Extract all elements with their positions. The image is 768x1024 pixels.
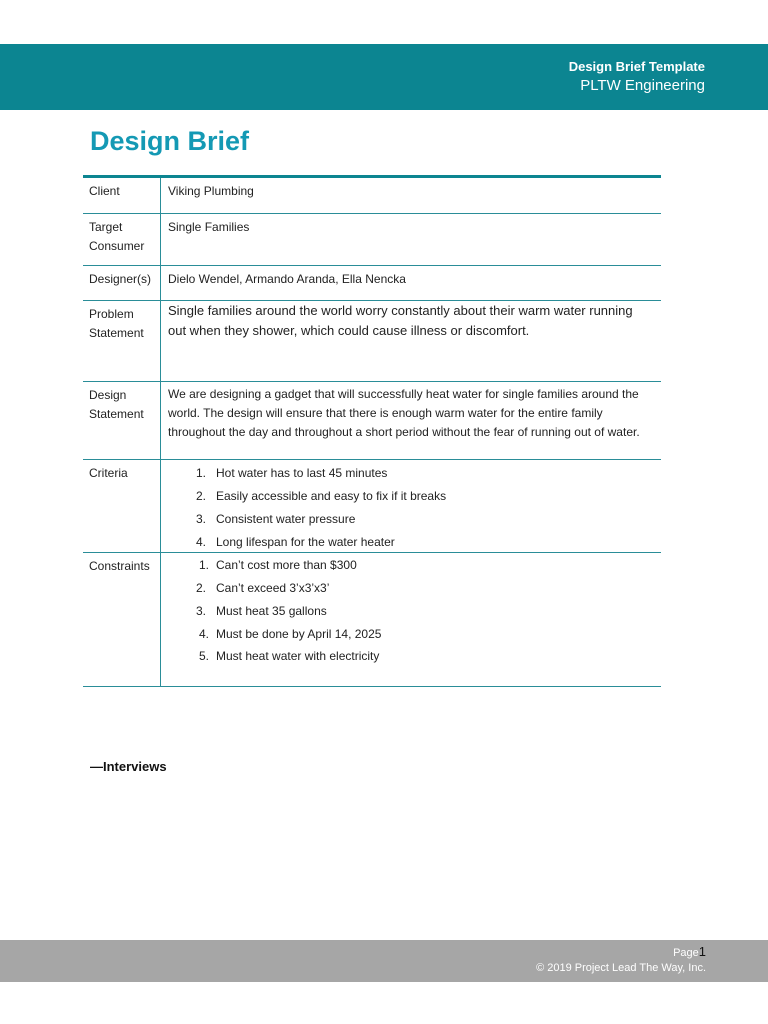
table-row-problem-statement — [83, 301, 661, 382]
list-item-text: Easily accessible and easy to fix if it breaks — [216, 489, 447, 503]
client-label: Client — [83, 178, 161, 213]
page-indicator — [673, 944, 706, 959]
list-item — [168, 554, 651, 577]
list-item-number: 4. — [198, 627, 209, 641]
table-row-client — [83, 178, 661, 214]
problem-statement-label — [83, 301, 161, 381]
list-item — [168, 577, 651, 600]
list-item — [168, 462, 651, 485]
interviews-heading: —Interviews — [90, 759, 167, 774]
list-item-number: 1. — [195, 466, 206, 480]
criteria-list — [168, 462, 651, 554]
list-item — [168, 531, 651, 554]
design-statement-value: We are designing a gadget that will successfully heat water for single families around the world. The design will ensure that there is enough warm water for the entire family throughout the day and throughout a short period without the fear of running out of water. — [168, 387, 640, 439]
list-item-text: Must heat water with electricity — [216, 649, 380, 663]
header-subtitle: PLTW Engineering — [580, 77, 705, 94]
table-row-designers — [83, 266, 661, 301]
constraints-list — [168, 554, 651, 667]
constraints-label: Constraints — [83, 553, 161, 686]
target-label-line1: Target — [89, 220, 123, 234]
list-item-text: Must be done by April 14, 2025 — [216, 627, 382, 641]
list-item-number: 3. — [195, 512, 206, 526]
list-item — [168, 645, 651, 667]
list-item-text: Can’t exceed 3’x3’x3’ — [216, 581, 330, 595]
copyright-text: © 2019 Project Lead The Way, Inc. — [536, 962, 706, 974]
page-number: 1 — [698, 944, 706, 959]
list-item-number: 2. — [195, 581, 206, 595]
criteria-value — [161, 460, 661, 552]
list-item-number: 4. — [195, 535, 206, 549]
list-item-number: 3. — [195, 604, 206, 618]
table-row-criteria — [83, 460, 661, 553]
header-title: Design Brief Template — [568, 59, 705, 74]
list-item-number: 5. — [198, 649, 209, 663]
list-item-text: Long lifespan for the water heater — [216, 535, 395, 549]
problem-statement-value: Single families around the world worry constantly about their warm water running out when they shower, which could cause illness or discomfort. — [168, 303, 633, 338]
problem-label-line2: Statement — [89, 326, 144, 340]
document-title: Design Brief — [90, 126, 250, 156]
client-value: Viking Plumbing — [168, 184, 254, 198]
design-label-line2: Statement — [89, 407, 144, 421]
target-consumer-label — [83, 214, 161, 265]
list-item — [168, 623, 651, 645]
list-item-text: Must heat 35 gallons — [216, 604, 327, 618]
criteria-label: Criteria — [83, 460, 161, 552]
constraints-value — [161, 553, 661, 686]
header-band — [0, 44, 768, 110]
list-item-text: Consistent water pressure — [216, 512, 356, 526]
target-consumer-value: Single Families — [168, 220, 250, 234]
design-statement-label — [83, 382, 161, 459]
list-item-text: Hot water has to last 45 minutes — [216, 466, 388, 480]
target-label-line2: Consumer — [89, 239, 145, 253]
list-item-text: Can’t cost more than $300 — [216, 558, 357, 572]
list-item — [168, 508, 651, 531]
page-label: Page — [673, 947, 699, 959]
design-label-line1: Design — [89, 388, 127, 402]
table-row-target-consumer — [83, 214, 661, 266]
designers-label: Designer(s) — [83, 266, 161, 300]
problem-label-line1: Problem — [89, 307, 134, 321]
designers-value: Dielo Wendel, Armando Aranda, Ella Nencka — [168, 272, 406, 286]
list-item — [168, 600, 651, 623]
list-item-number: 1. — [198, 558, 209, 572]
list-item — [168, 485, 651, 508]
footer-band — [0, 940, 768, 982]
design-brief-table — [83, 175, 661, 687]
table-row-design-statement — [83, 382, 661, 460]
list-item-number: 2. — [195, 489, 206, 503]
table-row-constraints — [83, 553, 661, 687]
